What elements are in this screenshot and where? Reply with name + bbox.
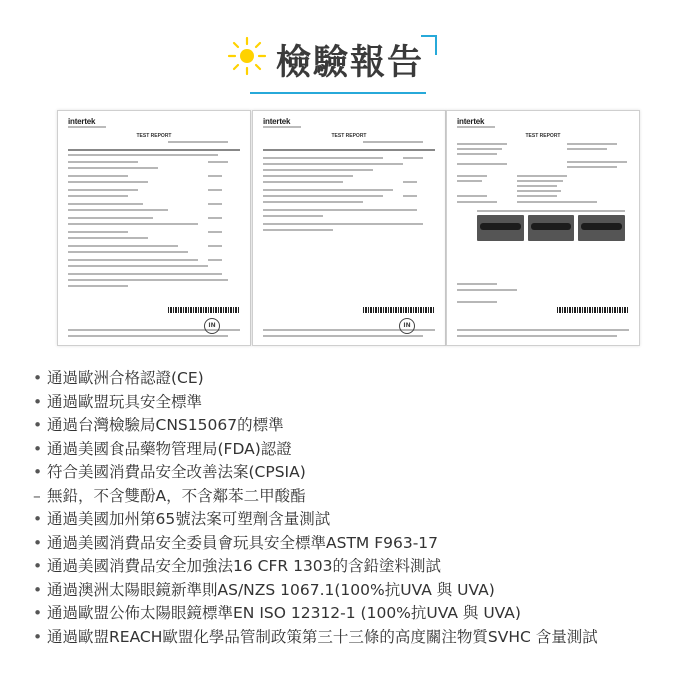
title-bracket-decoration bbox=[421, 35, 437, 55]
report-title: TEST REPORT bbox=[525, 133, 561, 139]
intertek-logo: intertek bbox=[263, 117, 291, 126]
title-underline bbox=[250, 92, 426, 94]
intertek-logo: intertek bbox=[457, 117, 485, 126]
certification-item: • 通過美國消費品安全委員會玩具安全標準ASTM F963-17 bbox=[33, 533, 439, 552]
certification-item: • 符合美國消費品安全改善法案(CPSIA) bbox=[33, 463, 306, 481]
test-report-document-3 bbox=[446, 110, 640, 346]
certification-emblem-icon: IN bbox=[399, 318, 415, 334]
certification-item: • 通過歐盟玩具安全標準 bbox=[33, 392, 203, 411]
intertek-logo: intertek bbox=[68, 117, 96, 126]
page-header bbox=[0, 14, 680, 94]
product-photo-strip bbox=[477, 215, 625, 241]
certification-item: • 通過台灣檢驗局CNS15067的標準 bbox=[33, 416, 284, 434]
product-photo bbox=[528, 215, 575, 241]
certification-item: • 通過澳洲太陽眼鏡新準則AS/NZS 1067.1(100%抗UVA 與 UVA) bbox=[33, 580, 495, 599]
report-title: TEST REPORT bbox=[331, 133, 367, 139]
report-title: TEST REPORT bbox=[136, 133, 172, 139]
test-report-document-2 bbox=[252, 110, 446, 346]
certification-list bbox=[33, 367, 598, 649]
test-report-document-1 bbox=[57, 110, 251, 346]
certification-item: • 通過歐盟REACH歐盟化學品管制政策第三十三條的高度關注物質SVHC 含量測試 bbox=[33, 627, 598, 646]
certification-item: • 通過歐盟公佈太陽眼鏡標準EN ISO 12312-1 (100%抗UVA 與 UVA) bbox=[33, 604, 521, 622]
certification-item: • 通過美國消費品安全加強法16 CFR 1303的含鉛塗料測試 bbox=[33, 557, 442, 575]
certification-item: • 通過美國加州第65號法案可塑劑含量測試 bbox=[33, 510, 331, 528]
sun-icon bbox=[222, 34, 276, 78]
certification-item: – 無鉛，不含雙酚A，不含鄰苯二甲酸酯 bbox=[33, 486, 306, 505]
page-title: 檢驗報告 bbox=[276, 43, 425, 83]
logo-subtitle bbox=[457, 126, 495, 128]
certification-item: • 通過美國食品藥物管理局(FDA)認證 bbox=[33, 439, 292, 458]
logo-subtitle bbox=[68, 126, 106, 128]
certification-emblem-icon: IN bbox=[204, 318, 220, 334]
product-photo bbox=[578, 215, 625, 241]
product-photo bbox=[477, 215, 524, 241]
certification-item: • 通過歐洲合格認證(CE) bbox=[33, 369, 204, 387]
logo-subtitle bbox=[263, 126, 301, 128]
